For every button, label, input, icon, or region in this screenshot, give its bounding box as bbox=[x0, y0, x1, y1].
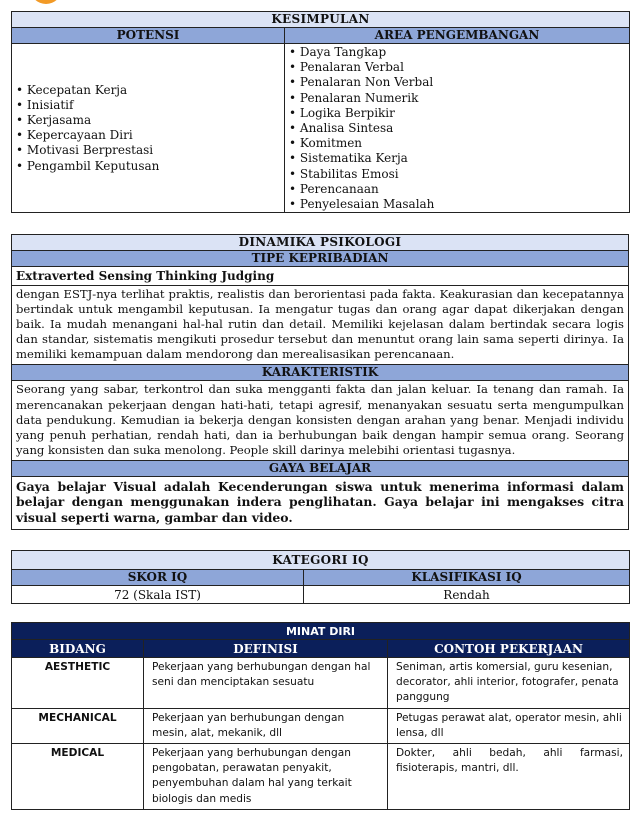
tipe-description: dengan ESTJ-nya terlihat praktis, realistis dan berorientasi pada fakta. Keakurasian dan kecepatannya bertindak untuk mengambil keputusan. Ia mengatur tugas dan orang agar dapat dikerjakan dengan baik. Ia mudah menangani hal-hal rutin dan detail. Memiliki kejelasan dalam bertindak secara logis dan standar, sistematis mengikuti prosedur tersebut dan menuntut orang lain sama seperti dirinya. Ia memiliki kemampuan dalam mendorong dan merealisasikan perencanaan. bbox=[12, 286, 629, 365]
list-item: • Komitmen bbox=[289, 136, 625, 151]
potensi-list bbox=[16, 83, 280, 174]
contoh-cell: Petugas perawat alat, operator mesin, ahli lensa, dll bbox=[388, 708, 630, 743]
kesimpulan-table bbox=[11, 11, 630, 213]
area-header: AREA PENGEMBANGAN bbox=[285, 28, 630, 44]
col-contoh: CONTOH PEKERJAAN bbox=[388, 640, 630, 658]
karakteristik-description: Seorang yang sabar, terkontrol dan suka mengganti fakta dan jalan keluar. Ia tenang dan ramah. Ia merencanakan pekerjaan dengan hati-hati, tetapi agresif, menanyakan sesuatu serta mengumpulkan data pendukung. Kemudian ia bekerja dengan konsisten dengan arahan yang benar. Menjadi individu yang penuh perhatian, rendah hati, dan ia berhubungan baik dengan hampir semua orang. Seorang yang konsisten dan suka menolong. People skill darinya melebihi orientasi tugasnya. bbox=[12, 381, 629, 460]
klasifikasi-value: Rendah bbox=[304, 586, 630, 604]
minat-title: MINAT DIRI bbox=[12, 623, 630, 640]
col-bidang: BIDANG bbox=[12, 640, 144, 658]
table-row bbox=[12, 708, 630, 743]
bidang-cell: AESTHETIC bbox=[12, 658, 144, 709]
list-item: • Kecepatan Kerja bbox=[16, 83, 280, 98]
dinamika-table bbox=[11, 234, 629, 530]
definisi-cell: Pekerjaan yang berhubungan dengan hal seni dan menciptakan sesuatu bbox=[144, 658, 388, 709]
minat-table bbox=[11, 622, 630, 810]
list-item: • Sistematika Kerja bbox=[289, 151, 625, 166]
list-item: • Daya Tangkap bbox=[289, 45, 625, 60]
gaya-belajar-header: GAYA BELAJAR bbox=[12, 460, 629, 476]
contoh-cell: Dokter, ahli bedah, ahli farmasi, fisioterapis, mantri, dll. bbox=[388, 744, 630, 810]
bidang-cell: MECHANICAL bbox=[12, 708, 144, 743]
area-list bbox=[289, 45, 625, 212]
skor-header: SKOR IQ bbox=[12, 570, 304, 586]
list-item: • Kerjasama bbox=[16, 113, 280, 128]
list-item: • Perencanaan bbox=[289, 182, 625, 197]
contoh-cell: Seniman, artis komersial, guru kesenian, decorator, ahli interior, fotografer, penata panggung bbox=[388, 658, 630, 709]
list-item: • Logika Berpikir bbox=[289, 106, 625, 121]
col-definisi: DEFINISI bbox=[144, 640, 388, 658]
potensi-header: POTENSI bbox=[12, 28, 285, 44]
table-row bbox=[12, 744, 630, 810]
list-item: • Penalaran Verbal bbox=[289, 60, 625, 75]
iq-title: KATEGORI IQ bbox=[12, 551, 630, 570]
potensi-cell bbox=[12, 44, 285, 213]
definisi-cell: Pekerjaan yan berhubungan dengan mesin, alat, mekanik, dll bbox=[144, 708, 388, 743]
definisi-cell: Pekerjaan yang berhubungan dengan pengobatan, perawatan penyakit, penyembuhan dalam hal yang terkait biologis dan medis bbox=[144, 744, 388, 810]
list-item: • Pengambil Keputusan bbox=[16, 159, 280, 174]
klasifikasi-header: KLASIFIKASI IQ bbox=[304, 570, 630, 586]
list-item: • Inisiatif bbox=[16, 98, 280, 113]
list-item: • Analisa Sintesa bbox=[289, 121, 625, 136]
list-item: • Penalaran Non Verbal bbox=[289, 75, 625, 90]
karakteristik-header: KARAKTERISTIK bbox=[12, 365, 629, 381]
dinamika-title: DINAMIKA PSIKOLOGI bbox=[12, 235, 629, 251]
list-item: • Stabilitas Emosi bbox=[289, 167, 625, 182]
list-item: • Penyelesaian Masalah bbox=[289, 197, 625, 212]
list-item: • Motivasi Berprestasi bbox=[16, 143, 280, 158]
bidang-cell: MEDICAL bbox=[12, 744, 144, 810]
logo-mark bbox=[30, 0, 62, 4]
list-item: • Kepercayaan Diri bbox=[16, 128, 280, 143]
area-cell bbox=[285, 44, 630, 213]
list-item: • Penalaran Numerik bbox=[289, 91, 625, 106]
tipe-name: Extraverted Sensing Thinking Judging bbox=[12, 267, 629, 286]
iq-table bbox=[11, 550, 630, 604]
tipe-header: TIPE KEPRIBADIAN bbox=[12, 251, 629, 267]
table-row bbox=[12, 658, 630, 709]
kesimpulan-title: KESIMPULAN bbox=[12, 12, 630, 28]
skor-value: 72 (Skala IST) bbox=[12, 586, 304, 604]
gaya-belajar-description: Gaya belajar Visual adalah Kecenderungan siswa untuk menerima informasi dalam belajar dengan menggunakan indera penglihatan. Gaya belajar ini mengakses citra visual seperti warna, gambar dan video. bbox=[12, 476, 629, 530]
